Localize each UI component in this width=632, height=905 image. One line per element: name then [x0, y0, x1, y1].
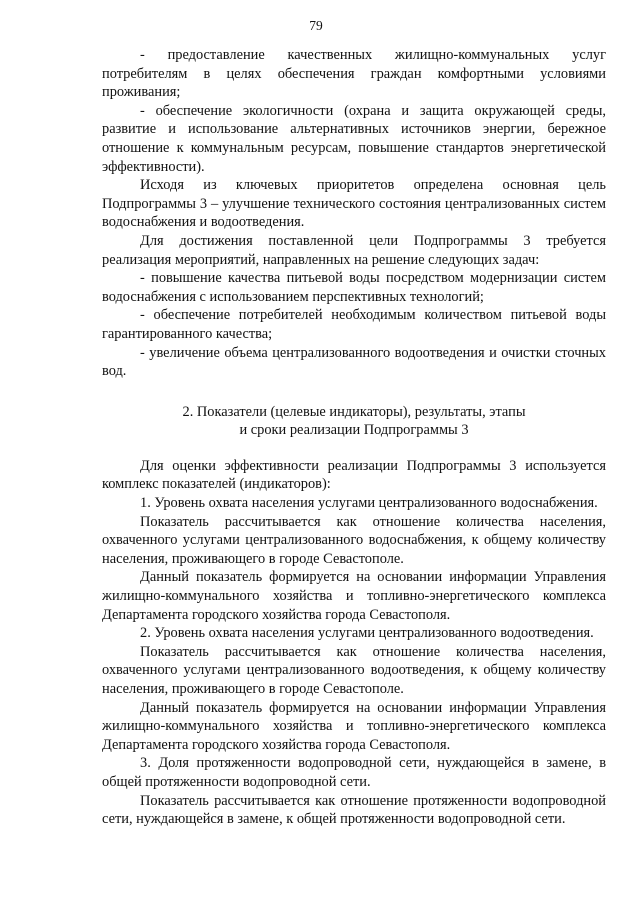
indicator-3-title: 3. Доля протяженности водопроводной сети, нуждающейся в замене, в общей протяженности водопроводной сети.: [102, 755, 606, 790]
page-number: 79: [309, 18, 323, 33]
indicator-1-title: 1. Уровень охвата населения услугами централизованного водоснабжения.: [140, 495, 598, 512]
indicator-1-calculation: Показатель рассчитывается как отношение количества населения, охваченного услугами централизованного водоснабжения, к общему количеству населения, проживающего в городе Севастополе.: [102, 513, 606, 567]
section-title: [102, 403, 606, 440]
document-content: [102, 0, 606, 829]
indicator-2-calculation: Показатель рассчитывается как отношение количества населения, охваченного услугами централизованного водоотведения, к общему количеству населения, проживающего в городе Севастополе.: [102, 643, 606, 697]
paragraph-ecology: - обеспечение экологичности (охрана и защита окружающей среды, развитие и использование альтернативных источников энергии, бережное отношение к коммунальным ресурсам, повышение стандартов энергетической эффективности).: [102, 102, 606, 175]
paragraph-task-water-supply: - обеспечение потребителей необходимым количеством питьевой воды гарантированного качества;: [102, 307, 606, 342]
section-title-line-2: и сроки реализации Подпрограммы 3: [239, 422, 469, 439]
paragraph-task-drainage: - увеличение объема централизованного водоотведения и очистки сточных вод.: [102, 344, 606, 380]
section-title-line-1: 2. Показатели (целевые индикаторы), результаты, этапы: [182, 403, 526, 420]
paragraph-services: - предоставление качественных жилищно-коммунальных услуг потребителям в целях обеспечения граждан комфортными условиями проживания;: [102, 47, 606, 101]
indicator-2-source: Данный показатель формируется на основании информации Управления жилищно-коммунального хозяйства и топливно-энергетического комплекса Департамента городского хозяйства города Севастополя.: [102, 699, 606, 753]
paragraph-task-water-quality: - повышение качества питьевой воды посредством модернизации систем водоснабжения с использованием перспективных технологий;: [102, 270, 606, 305]
indicator-3-calculation: Показатель рассчитывается как отношение протяженности водопроводной сети, нуждающейся в замене, к общей протяженности водопроводной сети.: [102, 792, 606, 828]
indicator-2-title: 2. Уровень охвата населения услугами централизованного водоотведения.: [140, 625, 594, 642]
paragraph-indicators-intro: Для оценки эффективности реализации Подпрограммы 3 используется комплекс показателей (индикаторов):: [102, 457, 606, 493]
indicator-1-source: Данный показатель формируется на основании информации Управления жилищно-коммунального хозяйства и топливно-энергетического комплекса Департамента городского хозяйства города Севастополя.: [102, 569, 606, 623]
paragraph-tasks-intro: Для достижения поставленной цели Подпрограммы 3 требуется реализация мероприятий, направленных на решение следующих задач:: [102, 232, 606, 268]
paragraph-main-goal: Исходя из ключевых приоритетов определена основная цель Подпрограммы 3 – улучшение технического состояния централизованных систем водоснабжения и водоотведения.: [102, 177, 606, 231]
